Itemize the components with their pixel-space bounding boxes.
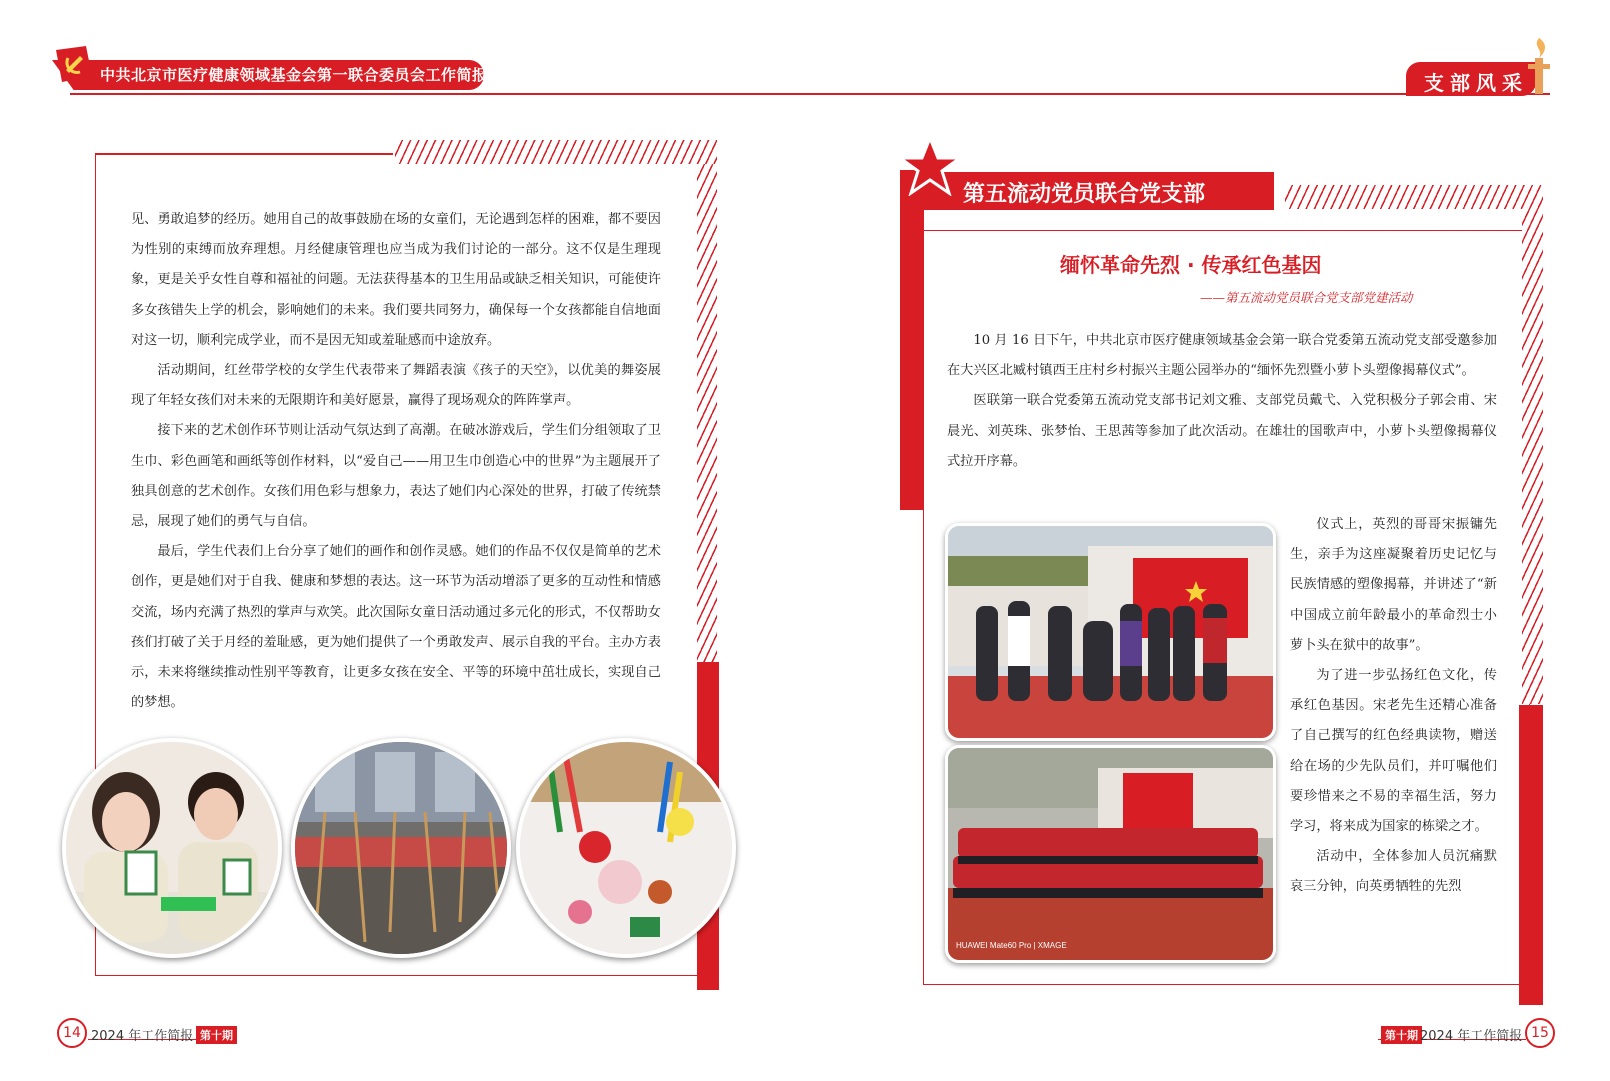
star-icon: [898, 136, 962, 196]
photo-art-easels: [291, 738, 511, 958]
right-paragraph-1: 10 月 16 日下午，中共北京市医疗健康领域基金会第一联合党委第五流动党支部受邀参加在大兴区北臧村镇西王庄村乡村振兴主题公园举办的“缅怀先烈暨小萝卜头塑像揭幕仪式”。: [947, 333, 1497, 379]
left-footer-label: 2024 年工作简报: [91, 1029, 194, 1044]
left-footer-issue: 第十期: [196, 1026, 237, 1044]
right-paragraph-2: 医联第一联合党委第五流动党支部书记刘文雅、支部党员戴弋、入党积极分子郭会甫、宋晨光、刘英珠、张梦怡、王思茜等参加了此次活动。在雄壮的国歌声中，小萝卜头塑像揭幕仪式拉开序幕。: [947, 393, 1497, 469]
right-accent-bar: [1519, 705, 1543, 1005]
photo-craft-artwork: [516, 738, 736, 958]
photo-girls-holding-pads: [62, 738, 282, 958]
left-hatch-side: [697, 164, 717, 684]
branch-heading: 第五流动党员联合党支部: [963, 182, 1206, 207]
side-paragraph-3: 活动中，全体参加人员沉痛默哀三分钟，向英勇牺牲的先烈: [1290, 849, 1497, 895]
side-paragraph-1: 仪式上，英烈的哥哥宋振镛先生，亲手为这座凝聚着历史记忆与民族情感的塑像揭幕，并讲述了“新中国成立前年龄最小的革命烈士小萝卜头在狱中的故事”。: [1290, 517, 1497, 653]
left-paragraph-2: 活动期间，红丝带学校的女学生代表带来了舞蹈表演《孩子的天空》，以优美的舞姿展现了年轻女孩们对未来的无限期许和美好愿景，赢得了现场观众的阵阵掌声。: [131, 363, 661, 409]
article-title: 缅怀革命先烈 · 传承红色基因: [1060, 253, 1322, 277]
left-paragraph-3: 接下来的艺术创作环节则让活动气氛达到了高潮。在破冰游戏后，学生们分组领取了卫生巾、彩色画笔和画纸等创作材料，以“爱自己——用卫生巾创造心中的世界”为主题展开了独具创意的艺术创作。女孩们用色彩与想象力，表达了她们内心深处的世界，打破了传统禁忌，展现了她们的勇气与自信。: [131, 423, 661, 530]
right-hatch-top: [1285, 185, 1543, 209]
section-accent-bar: [900, 170, 924, 510]
left-article-body: [131, 205, 661, 718]
photo-statue-unveiling-group: [945, 523, 1276, 741]
torch-icon: [1524, 36, 1554, 96]
article-subtitle: ——第五流动党员联合党支部党建活动: [1200, 290, 1413, 305]
side-paragraph-2: 为了进一步弘扬红色文化，传承红色基因。宋老先生还精心准备了自己撰写的红色经典读物，赠送给在场的少先队员们，并叮嘱他们要珍惜来之不易的幸福生活，努力学习，将来成为国家的栋梁之才。: [1290, 668, 1497, 835]
right-side-column: [1290, 510, 1497, 903]
left-hatch-top: [395, 140, 717, 164]
right-footer-issue: 第十期: [1381, 1026, 1422, 1044]
party-emblem-icon: [56, 46, 92, 82]
right-hatch-side: [1522, 209, 1543, 704]
right-footer-label: 2024 年工作简报: [1420, 1029, 1523, 1044]
right-page-number: 15: [1525, 1018, 1555, 1048]
section-title: 支部风采: [1424, 71, 1528, 95]
left-paragraph-1: 见、勇敢追梦的经历。她用自己的故事鼓励在场的女童们，无论遇到怎样的困难，都不要因为性别的束缚而放弃理想。月经健康管理也应当成为我们讨论的一部分。这不仅是生理现象，更是关乎女性自尊和福祉的问题。无法获得基本的卫生用品或缺乏相关知识，可能使许多女孩错失上学的机会，影响她们的未来。我们要共同努力，确保每一个女孩都能自信地面对这一切，顺利完成学业，而不是因无知或羞耻感而中途放弃。: [131, 212, 661, 348]
header-title: 中共北京市医疗健康领域基金会第一联合委员会工作简报: [100, 66, 488, 84]
left-paragraph-4: 最后，学生代表们上台分享了她们的画作和创作灵感。她们的作品不仅仅是简单的艺术创作，更是她们对于自我、健康和梦想的表达。这一环节为活动增添了更多的互动性和情感交流，场内充满了热烈的掌声与欢笑。此次国际女童日活动通过多元化的形式，不仅帮助女孩们打破了关于月经的羞耻感，更为她们提供了一个勇敢发声、展示自我的平台。主办方表示，未来将继续推动性别平等教育，让更多女孩在安全、平等的环境中茁壮成长，实现自己的梦想。: [131, 544, 661, 711]
left-page-number: 14: [57, 1018, 87, 1048]
photo-young-pioneers-group: [945, 745, 1276, 963]
header-rule: [70, 93, 1550, 95]
right-article-body: [947, 326, 1497, 477]
photo-watermark: HUAWEI Mate60 Pro | XMAGE: [956, 941, 1067, 950]
